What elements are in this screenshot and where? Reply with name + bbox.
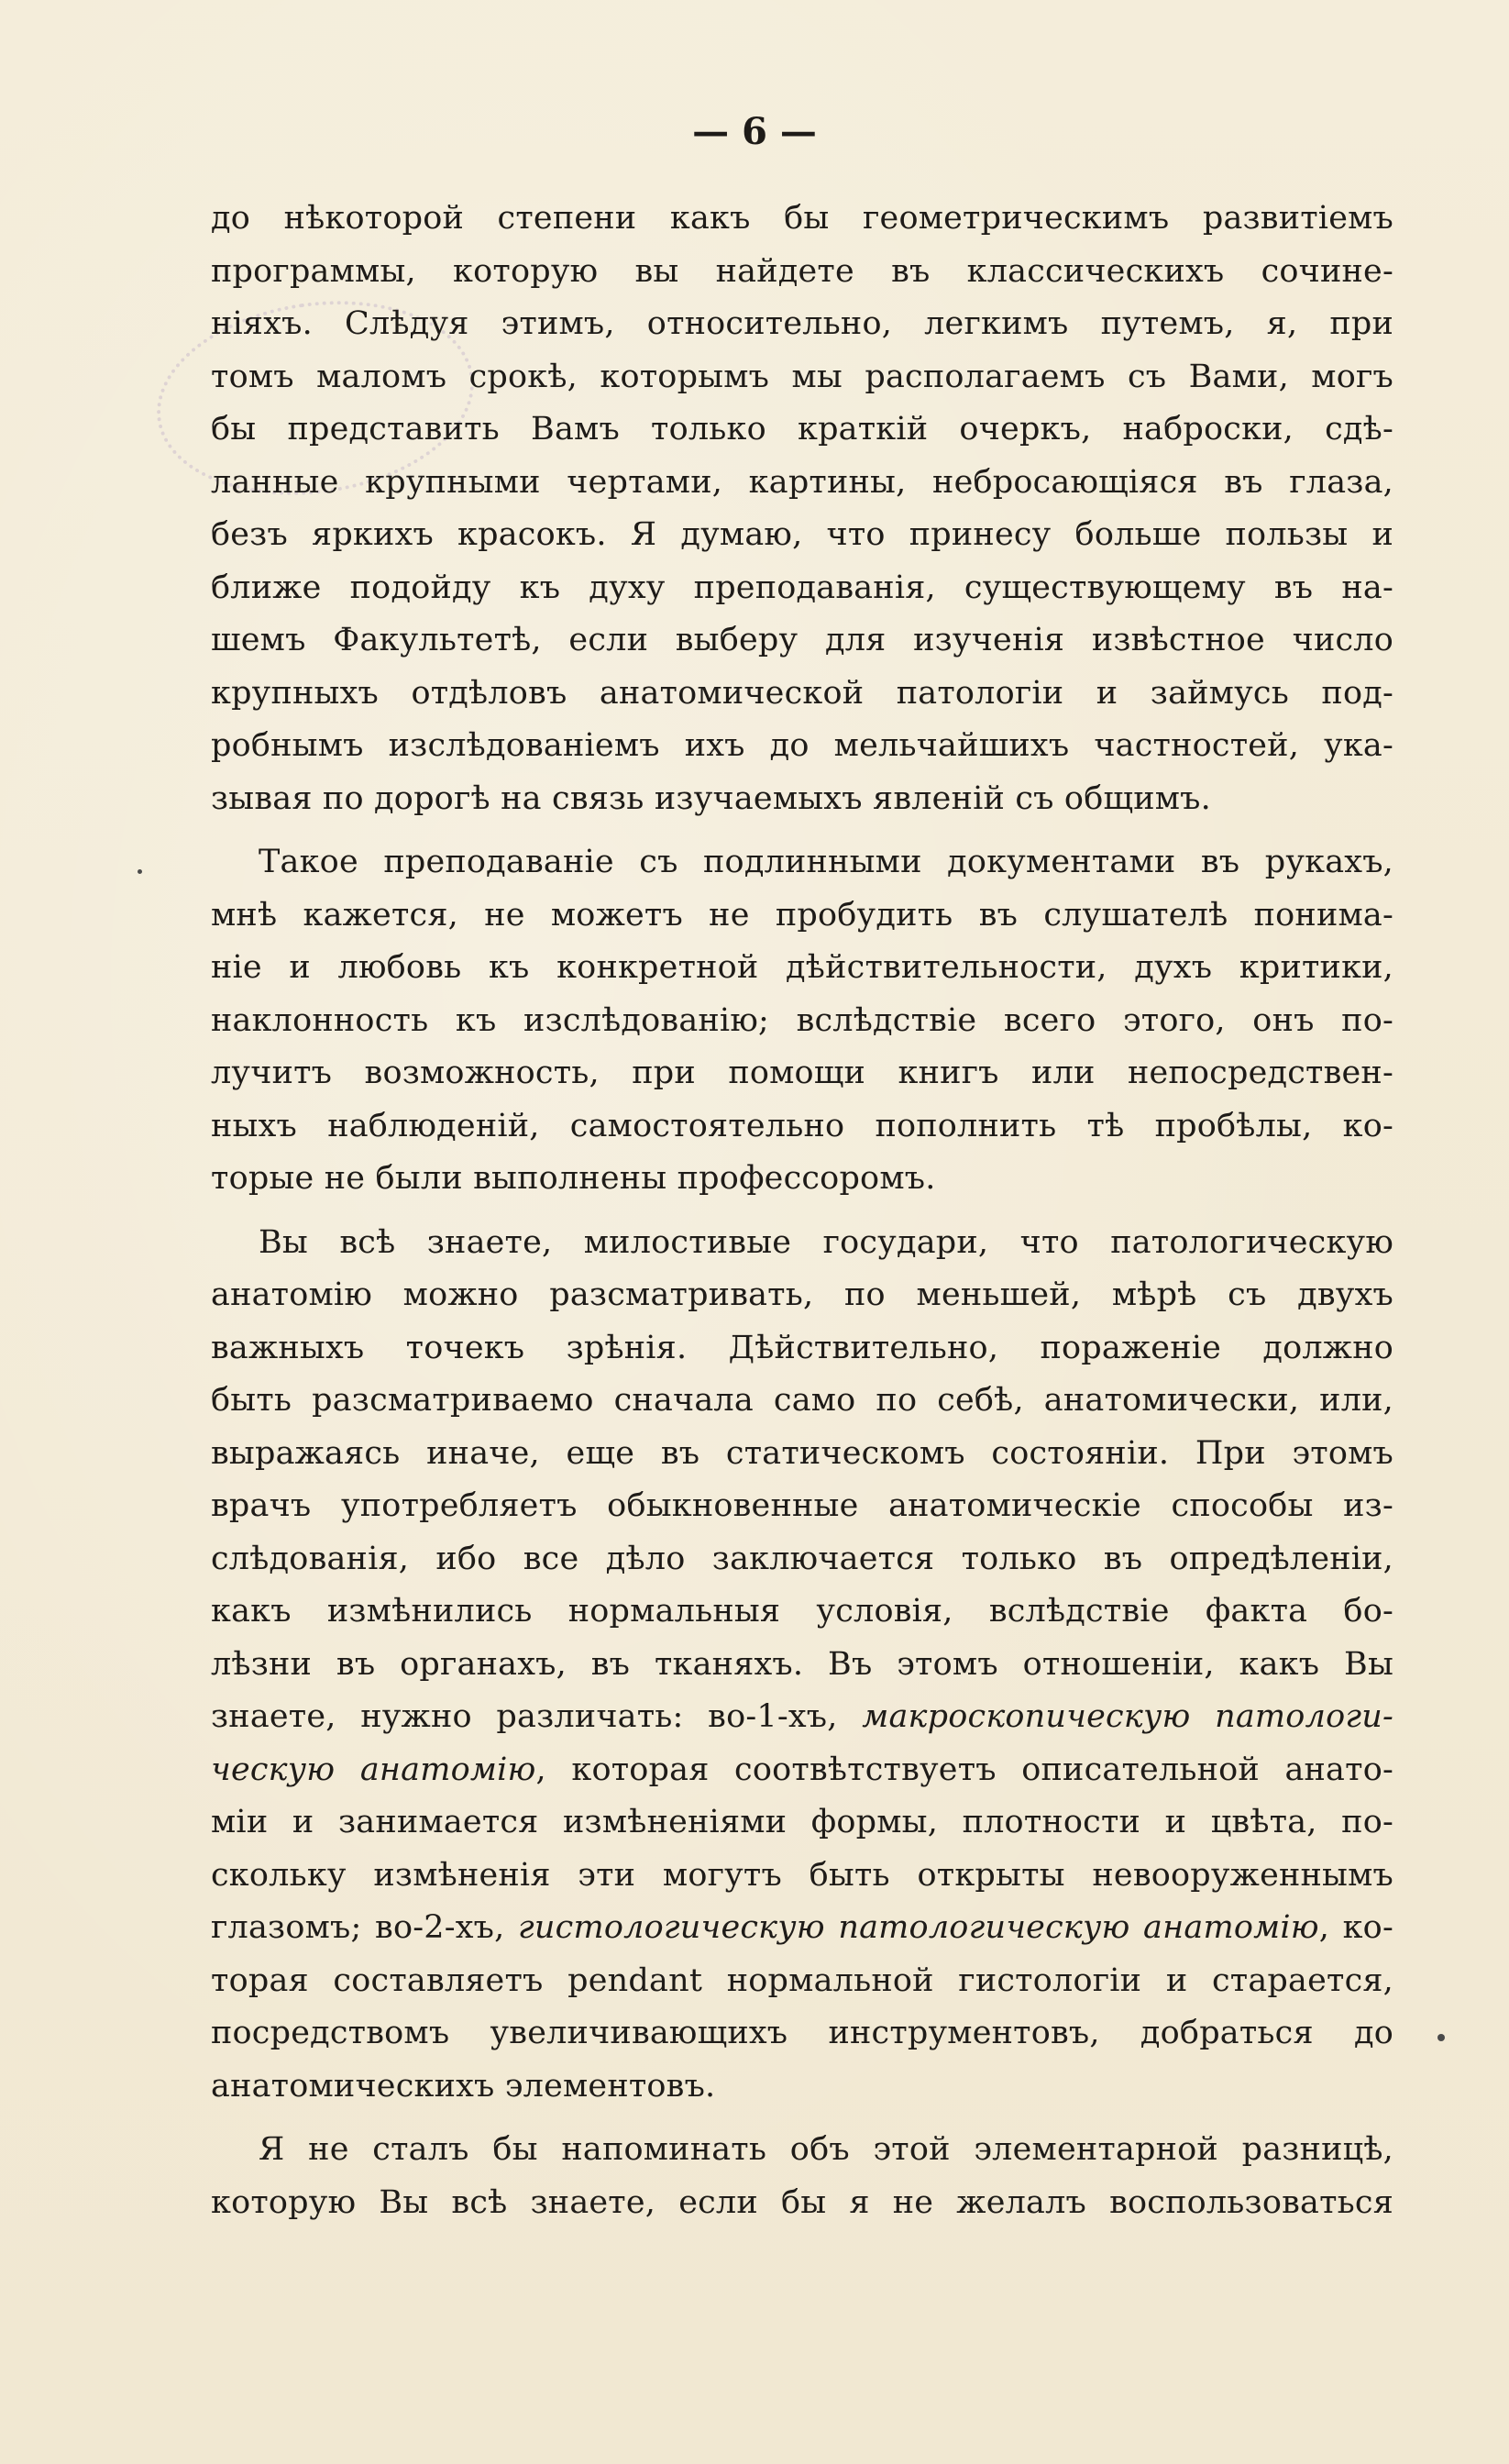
text-line: ныхъ наблюденій, самостоятельно пополнить тѣ пробѣлы, ко- bbox=[211, 1107, 1393, 1144]
text-line: ніяхъ. Слѣдуя этимъ, относительно, легкимъ путемъ, я, при bbox=[211, 305, 1393, 342]
text-line: робнымъ изслѣдованіемъ ихъ до мельчайшихъ частностей, ука- bbox=[211, 727, 1393, 764]
text-line: которую Вы всѣ знаете, если бы я не желалъ воспользоваться bbox=[211, 2183, 1393, 2221]
text-line: важныхъ точекъ зрѣнія. Дѣйствительно, пораженіе должно bbox=[211, 1329, 1393, 1366]
text-line bbox=[211, 1902, 1393, 1955]
text-line: бы представить Вамъ только краткій очеркъ, наброски, сдѣ- bbox=[211, 411, 1393, 447]
italic-term: гистологическую патологическую анатомію bbox=[518, 1909, 1319, 1946]
text-line: слѣдованія, ибо все дѣло заключается только въ опредѣленіи, bbox=[211, 1540, 1393, 1577]
text-line: безъ яркихъ красокъ. Я думаю, что принесу больше пользы и bbox=[211, 516, 1393, 553]
text-line: томъ маломъ срокѣ, которымъ мы располагаемъ съ Вами, могъ bbox=[211, 358, 1393, 395]
text-run: глазомъ; во-2-хъ, bbox=[211, 1909, 519, 1946]
italic-term: макроскопическую патологи- bbox=[862, 1698, 1393, 1735]
body-text bbox=[211, 193, 1393, 2240]
ink-speck bbox=[138, 869, 142, 874]
text-line: торые не были выполнены профессоромъ. bbox=[211, 1160, 936, 1197]
text-line: мнѣ кажется, не можетъ не пробудить въ слушателѣ понима- bbox=[211, 896, 1393, 934]
ink-speck bbox=[1437, 2034, 1445, 2041]
text-line: ланные крупными чертами, картины, небросающіяся въ глаза, bbox=[211, 463, 1393, 501]
italic-term: ческую анатомію bbox=[211, 1751, 536, 1788]
text-line bbox=[211, 1691, 1393, 1744]
text-line: программы, которую вы найдете въ классическихъ сочине- bbox=[211, 252, 1393, 290]
paragraph-4 bbox=[211, 2124, 1393, 2229]
paragraph-2 bbox=[211, 836, 1393, 1206]
paragraph-1 bbox=[211, 193, 1393, 825]
text-line: наклонность къ изслѣдованію; вслѣдствіе всего этого, онъ по- bbox=[211, 1001, 1393, 1039]
text-line: лѣзни въ органахъ, въ тканяхъ. Въ этомъ отношеніи, какъ Вы bbox=[211, 1645, 1393, 1683]
text-line: крупныхъ отдѣловъ анатомической патологіи и займусь под- bbox=[211, 674, 1393, 712]
text-line: ближе подойду къ духу преподаванія, существующему въ на- bbox=[211, 569, 1393, 606]
text-line bbox=[211, 1744, 1393, 1797]
text-run: , ко- bbox=[1318, 1909, 1393, 1946]
text-line: міи и занимается измѣненіями формы, плотности и цвѣта, по- bbox=[211, 1804, 1393, 1840]
page-number: — 6 — bbox=[692, 110, 817, 153]
text-line: Вы всѣ знаете, милостивые государи, что патологическую bbox=[259, 1223, 1393, 1261]
text-line: торая составляетъ pendant нормальной гистологіи и старается, bbox=[211, 1961, 1393, 1999]
text-line: Такое преподаваніе съ подлинными документами въ рукахъ, bbox=[259, 844, 1393, 880]
text-line: скольку измѣненія эти могутъ быть открыты невооруженнымъ bbox=[211, 1856, 1393, 1894]
text-line: посредствомъ увеличивающихъ инструментовъ, добраться до bbox=[211, 2015, 1393, 2051]
text-line: зывая по дорогѣ на связь изучаемыхъ явленій съ общимъ. bbox=[211, 779, 1211, 817]
text-run: знаете, нужно различать: во-1-хъ, bbox=[211, 1698, 863, 1735]
text-run: , которая соотвѣтствуетъ описательной анато- bbox=[535, 1751, 1393, 1788]
paragraph-3 bbox=[211, 1217, 1393, 2114]
text-line: врачъ употребляетъ обыкновенные анатомическіе способы из- bbox=[211, 1487, 1393, 1524]
text-line: Я не сталъ бы напоминать объ этой элементарной разницѣ, bbox=[259, 2131, 1393, 2168]
text-line: анатомію можно разсматривать, по меньшей, мѣрѣ съ двухъ bbox=[211, 1276, 1393, 1313]
text-line: какъ измѣнились нормальныя условія, вслѣдствіе факта бо- bbox=[211, 1593, 1393, 1630]
text-line: выражаясь иначе, еще въ статическомъ состояніи. При этомъ bbox=[211, 1434, 1393, 1472]
text-line: лучитъ возможность, при помощи книгъ или непосредствен- bbox=[211, 1055, 1393, 1091]
text-line: шемъ Факультетѣ, если выберу для изученія извѣстное число bbox=[211, 622, 1393, 658]
text-line: ніе и любовь къ конкретной дѣйствительности, духъ критики, bbox=[211, 949, 1393, 986]
text-line: быть разсматриваемо сначала само по себѣ, анатомически, или, bbox=[211, 1382, 1393, 1419]
text-line: до нѣкоторой степени какъ бы геометрическимъ развитіемъ bbox=[211, 200, 1393, 237]
text-line: анатомическихъ элементовъ. bbox=[211, 2067, 716, 2105]
